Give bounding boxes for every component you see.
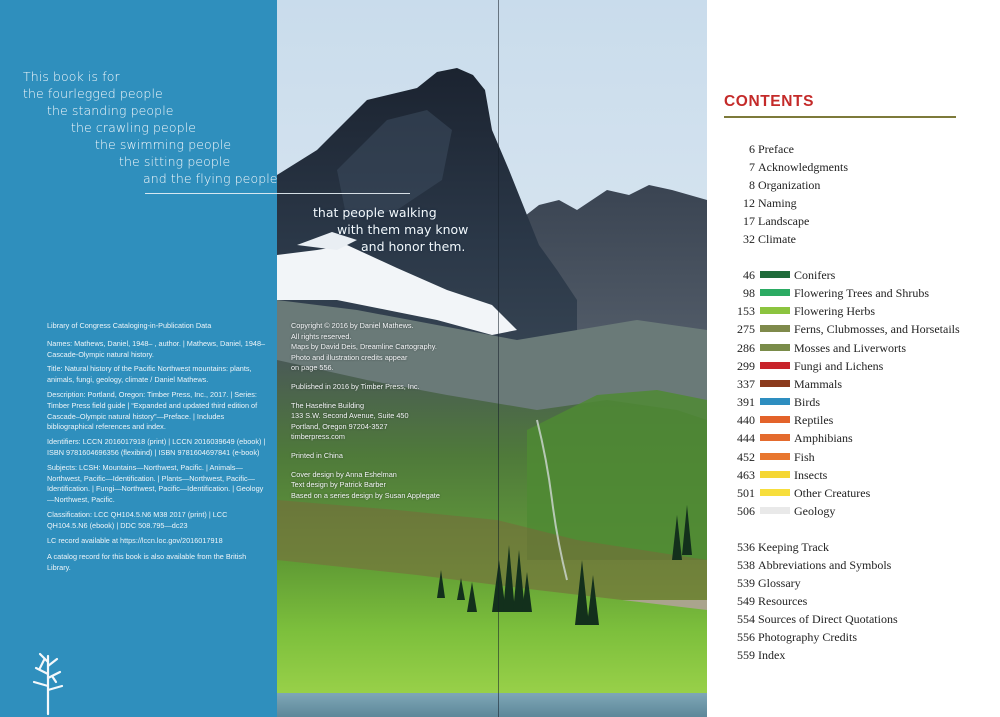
toc-page-number: 275: [737, 322, 755, 336]
copyright-line: Maps by David Deis, Dreamline Cartography.: [291, 342, 437, 352]
dedication-closing-line: and honor them.: [361, 239, 466, 254]
toc-page-number: 7: [749, 160, 755, 174]
publisher-address: [291, 401, 481, 443]
toc-entry-title: Sources of Direct Quotations: [758, 612, 898, 626]
toc-page-number: 536: [737, 540, 755, 554]
contents-title: CONTENTS: [724, 93, 815, 110]
toc-section-entry[interactable]: [724, 431, 853, 446]
toc-entry-title: Ferns, Clubmosses, and Horsetails: [794, 322, 960, 336]
toc-entry[interactable]: [724, 196, 797, 211]
toc-entry[interactable]: [724, 594, 807, 609]
toc-page-number: 8: [749, 178, 755, 192]
toc-entry-title: Flowering Trees and Shrubs: [794, 286, 930, 300]
dedication-divider: [145, 193, 410, 194]
book-spine: [498, 0, 499, 717]
toc-entry-title: Conifers: [794, 268, 836, 282]
toc-page-number: 98: [743, 286, 755, 300]
section-color-swatch: [760, 362, 790, 369]
cip-title: Title: Natural history of the Pacific Northwest mountains: plants, animals, fungi, geology, climate / Daniel Mathews.: [47, 364, 252, 385]
toc-page-number: 501: [737, 486, 755, 500]
toc-entry-title: Keeping Track: [758, 540, 829, 554]
section-color-swatch: [760, 380, 790, 387]
toc-entry-title: Fish: [794, 450, 815, 464]
toc-entry[interactable]: [724, 648, 785, 663]
credit-line: Text design by Patrick Barber: [291, 480, 386, 490]
toc-page-number: 32: [743, 232, 755, 246]
toc-section-entry[interactable]: [724, 450, 815, 465]
toc-section-entry[interactable]: [724, 359, 883, 374]
address-line: 133 S.W. Second Avenue, Suite 450: [291, 411, 409, 421]
toc-entry-title: Preface: [758, 142, 794, 156]
cip-subjects: Subjects: LCSH: Mountains—Northwest, Pacific. | Animals—Northwest, Pacific—Identification. | Plants—Northwest, Pacific—Identification. | Fungi—Northwest, Pacific—Identification. | Geology—Northwest, Pacific.: [47, 462, 264, 505]
section-color-swatch: [760, 344, 790, 351]
toc-entry-title: Reptiles: [794, 413, 834, 427]
toc-section-entry[interactable]: [724, 413, 833, 428]
section-color-swatch: [760, 453, 790, 460]
toc-page-number: 463: [737, 468, 755, 482]
section-color-swatch: [760, 434, 790, 441]
section-color-swatch: [760, 398, 790, 405]
dedication-line: This book is for: [23, 69, 120, 84]
address-line: Portland, Oregon 97204-3527: [291, 421, 388, 431]
toc-section-entry[interactable]: [724, 341, 906, 356]
copyright-line: Photo and illustration credits appear: [291, 352, 408, 362]
credit-line: Cover design by Anna Eshelman: [291, 469, 397, 479]
toc-entry-title: Index: [758, 648, 786, 662]
section-color-swatch: [760, 489, 790, 496]
toc-section-entry[interactable]: [724, 268, 835, 283]
toc-entry-title: Glossary: [758, 576, 801, 590]
section-color-swatch: [760, 307, 790, 314]
publisher-line: Published in 2016 by Timber Press, Inc.: [291, 381, 420, 391]
toc-page-number: 444: [737, 431, 755, 445]
cip-catalog-note: A catalog record for this book is also available from the British Library.: [47, 552, 247, 573]
toc-section-entry[interactable]: [724, 377, 842, 392]
toc-page-number: 299: [737, 359, 755, 373]
publisher-website: timberpress.com: [291, 432, 345, 442]
printed-in: Printed in China: [291, 450, 343, 460]
toc-section-entry[interactable]: [724, 468, 827, 483]
toc-page-number: 452: [737, 450, 755, 464]
toc-page-number: 554: [737, 612, 755, 626]
toc-entry-title: Mosses and Liverworts: [794, 341, 906, 355]
toc-section-entry[interactable]: [724, 322, 960, 337]
toc-entry[interactable]: [724, 142, 794, 157]
toc-entry-title: Insects: [794, 468, 828, 482]
section-color-swatch: [760, 471, 790, 478]
copyright-line: All rights reserved.: [291, 331, 352, 341]
toc-entry[interactable]: [724, 178, 820, 193]
toc-page-number: 549: [737, 594, 755, 608]
toc-page-number: 440: [737, 413, 755, 427]
toc-page-number: 46: [743, 268, 755, 282]
toc-entry-title: Geology: [794, 504, 836, 518]
section-color-swatch: [760, 416, 790, 423]
toc-entry-title: Organization: [758, 178, 821, 192]
cip-lc-record: LC record available at https://lccn.loc.gov/2016017918: [47, 535, 223, 545]
copyright-line: on page 556.: [291, 363, 334, 373]
dedication-closing-line: that people walking: [313, 205, 437, 220]
tree-logo-icon: [30, 648, 66, 716]
copyright-block: [291, 321, 481, 509]
toc-page-number: 17: [743, 214, 755, 228]
toc-entry[interactable]: [724, 612, 898, 627]
toc-page-number: 538: [737, 558, 755, 572]
copyright-line: Copyright © 2016 by Daniel Mathews.: [291, 321, 414, 330]
toc-entry-title: Landscape: [758, 214, 810, 228]
toc-entry[interactable]: [724, 558, 891, 573]
toc-page-number: 391: [737, 395, 755, 409]
toc-entry[interactable]: [724, 160, 848, 175]
address-line: The Haseltine Building: [291, 400, 365, 410]
toc-page-number: 556: [737, 630, 755, 644]
toc-entry-title: Amphibians: [794, 431, 853, 445]
cip-names: Names: Mathews, Daniel, 1948– , author. | Mathews, Daniel, 1948– Cascade-Olympic natural history.: [47, 338, 266, 359]
cip-identifiers: Identifiers: LCCN 2016017918 (print) | LCCN 2016039649 (ebook) | ISBN 9781604696356 (flexibind) | ISBN 9781604697841 (e-book): [47, 437, 266, 457]
toc-entry-title: Birds: [794, 395, 821, 409]
contents-title-rule: [724, 116, 956, 118]
toc-entry[interactable]: [724, 540, 829, 555]
dedication-line: the sitting people: [119, 154, 231, 169]
toc-entry-title: Flowering Herbs: [794, 304, 875, 318]
section-color-swatch: [760, 271, 790, 278]
copyright-lines: [291, 321, 481, 374]
toc-entry-title: Mammals: [794, 377, 842, 391]
toc-entry-title: Resources: [758, 594, 808, 608]
toc-section-entry[interactable]: [724, 504, 835, 519]
toc-page-number: 506: [737, 504, 755, 518]
dedication-closing-line: with them may know: [337, 222, 469, 237]
dedication-line: the crawling people: [71, 120, 196, 135]
toc-entry[interactable]: [724, 630, 857, 645]
toc-entry-title: Photography Credits: [758, 630, 857, 644]
toc-entry[interactable]: [724, 232, 796, 247]
toc-entry-title: Naming: [758, 196, 797, 210]
toc-entry-title: Climate: [758, 232, 796, 246]
credit-line: Based on a series design by Susan Applegate: [291, 490, 440, 500]
toc-section-entry[interactable]: [724, 304, 875, 319]
toc-entry-title: Fungi and Lichens: [794, 359, 884, 373]
cip-heading: Library of Congress Cataloging-in-Publication Data: [47, 321, 212, 330]
toc-page-number: 153: [737, 304, 755, 318]
toc-entry[interactable]: [724, 576, 801, 591]
section-color-swatch: [760, 507, 790, 514]
toc-section-entry[interactable]: [724, 395, 820, 410]
cataloging-data: [47, 321, 269, 578]
cip-classification: Classification: LCC QH104.5.N6 M38 2017 (print) | LCC QH104.5.N6 (ebook) | DDC 508.795—dc23: [47, 509, 228, 530]
dedication-line: the standing people: [47, 103, 174, 118]
toc-page-number: 6: [749, 142, 755, 156]
section-color-swatch: [760, 325, 790, 332]
toc-page-number: 286: [737, 341, 755, 355]
cip-description: Description: Portland, Oregon: Timber Press, Inc., 2017. | Series: Timber Press field guide | “Expanded and updated third edition of Cascade–Olympic natural history”—Preface. | Includes bibliographical references and index.: [47, 389, 258, 432]
section-color-swatch: [760, 289, 790, 296]
toc-page-number: 559: [737, 648, 755, 662]
toc-section-entry[interactable]: [724, 486, 870, 501]
dedication-line: the swimming people: [95, 137, 232, 152]
toc-entry-title: Abbreviations and Symbols: [758, 558, 892, 572]
toc-entry[interactable]: [724, 214, 809, 229]
dedication-line: and the flying people: [143, 171, 278, 186]
toc-section-entry[interactable]: [724, 286, 929, 301]
toc-page-number: 337: [737, 377, 755, 391]
toc-page-number: 12: [743, 196, 755, 210]
toc-entry-title: Acknowledgments: [758, 160, 848, 174]
toc-page-number: 539: [737, 576, 755, 590]
dedication-line: the fourlegged people: [23, 86, 163, 101]
design-credits: [291, 470, 481, 502]
toc-entry-title: Other Creatures: [794, 486, 871, 500]
